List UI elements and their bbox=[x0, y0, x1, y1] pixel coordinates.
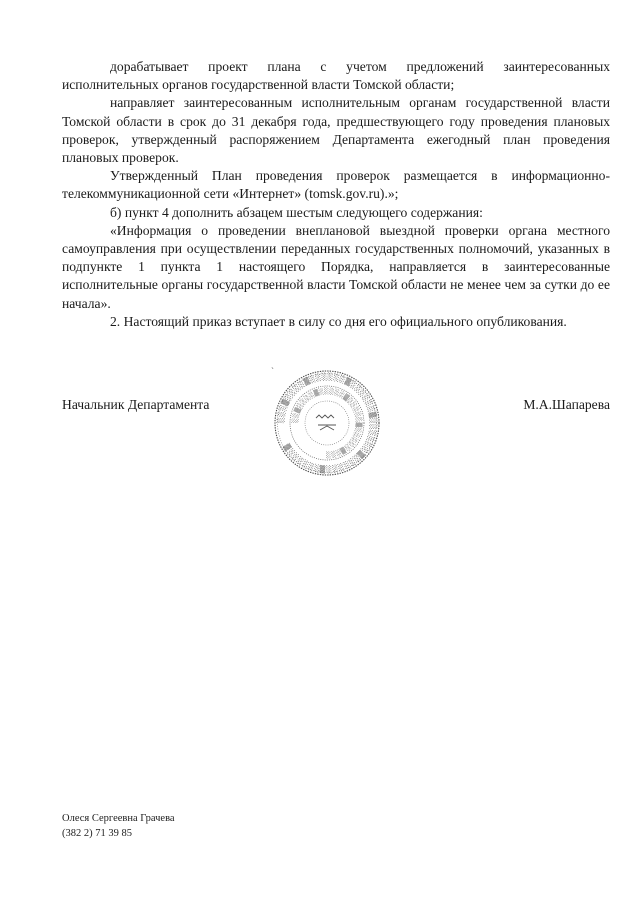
signatory-name: М.А.Шапарева bbox=[523, 397, 610, 412]
paragraph-send-plan: направляет заинтересованным исполнительным органам государственной власти Томской области в срок до 31 декабря года, предшествующего году проведения плановых проверок, утвержденный распоряжением Департамента ежегодный план проведения плановых проверок. bbox=[62, 95, 610, 166]
paragraph-revise-plan: дорабатывает проект плана с учетом предложений заинтересованных исполнительных органов государственной власти Томской области; bbox=[62, 59, 610, 93]
paragraph-publish-plan: Утвержденный План проведения проверок размещается в информационно-телекоммуникационной сети «Интернет» (tomsk.gov.ru).»; bbox=[62, 168, 610, 202]
signatory-title: Начальник Департамента bbox=[62, 397, 210, 412]
document-body bbox=[62, 58, 610, 331]
paragraph-amend-clause-4: б) пункт 4 дополнить абзацем шестым следующего содержания: bbox=[110, 204, 483, 220]
executor-phone: (382 2) 71 39 85 bbox=[62, 828, 132, 839]
svg-text:░░░▒░░░░▒░░░░░░▒░░░░░░▒░░░░░░▒: ░░░▒░░░░▒░░░░░░▒░░░░░░▒░░░░░░▒░░░░░░▒░░░░░░▒ bbox=[276, 372, 378, 474]
executor-block bbox=[62, 811, 175, 841]
stamp-mark: ` bbox=[271, 366, 274, 376]
paragraph-unscheduled-inspection: «Информация о проведении внеплановой выездной проверки органа местного самоуправления при осуществлении переданных государственных полномочий, указанных в подпункте 1 пункта 1 настоящего Порядка, направляется в заинтересованные исполнительные органы государственной власти Томской области не менее чем за сутки до ее начала». bbox=[62, 222, 610, 311]
executor-name: Олеся Сергеевна Грачева bbox=[62, 813, 175, 824]
paragraph-effective-date: 2. Настоящий приказ вступает в силу со дня его официального опубликования. bbox=[110, 313, 567, 329]
svg-text:░░▒░░░░▒░░░░░▒░░░░░▒░░░░░▒░░░: ░░▒░░░░▒░░░░░▒░░░░░▒░░░░░▒░░░ bbox=[291, 387, 363, 459]
official-seal bbox=[272, 368, 382, 478]
